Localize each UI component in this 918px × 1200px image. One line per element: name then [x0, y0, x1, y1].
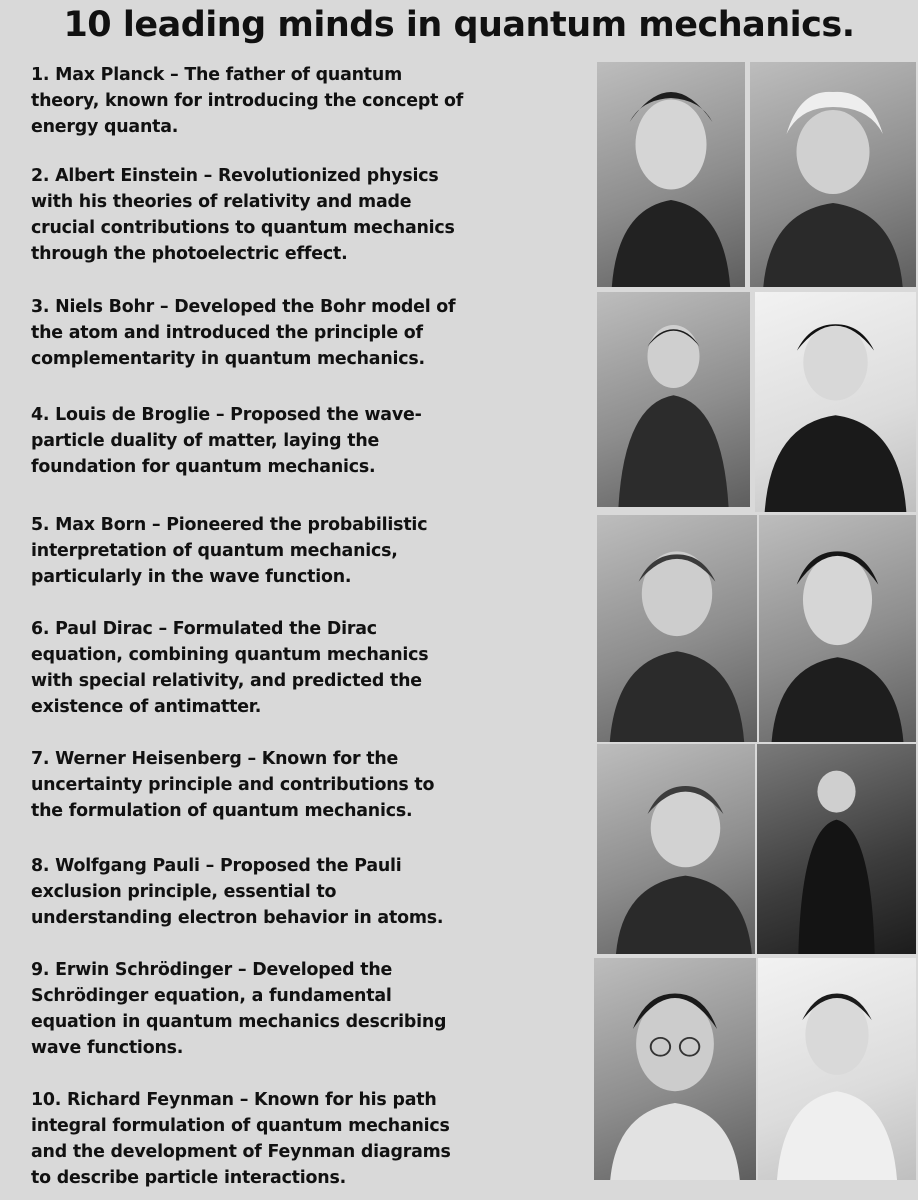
de-broglie-photo: [755, 292, 916, 512]
feynman-photo: [758, 958, 916, 1180]
entry-bohr: 3. Niels Bohr – Developed the Bohr model of the atom and introduced the principle of complementarity in quantum mechanics.: [31, 297, 456, 369]
bohr-photo: [597, 292, 750, 507]
schrodinger-photo: [594, 958, 756, 1180]
entry-einstein: 2. Albert Einstein – Revolutionized physics with his theories of relativity and made crucial contributions to quantum mechanics through the photoelectric effect.: [31, 166, 455, 264]
entry-pauli: 8. Wolfgang Pauli – Proposed the Pauli exclusion principle, essential to understanding electron behavior in atoms.: [31, 856, 444, 928]
entry-de-broglie: 4. Louis de Broglie – Proposed the wave-particle duality of matter, laying the foundation for quantum mechanics.: [31, 405, 422, 477]
entry-schrodinger: 9. Erwin Schrödinger – Developed the Schrödinger equation, a fundamental equation in quantum mechanics describing wave functions.: [31, 960, 447, 1058]
heisenberg-photo: [597, 744, 755, 954]
pauli-photo: [757, 744, 916, 954]
entry-heisenberg: 7. Werner Heisenberg – Known for the uncertainty principle and contributions to the formulation of quantum mechanics.: [31, 749, 435, 821]
einstein-photo: [750, 62, 916, 287]
entry-born: 5. Max Born – Pioneered the probabilistic interpretation of quantum mechanics, particularly in the wave function.: [31, 515, 428, 587]
page-title: 10 leading minds in quantum mechanics.: [63, 5, 855, 45]
entry-planck: 1. Max Planck – The father of quantum theory, known for introducing the concept of energy quanta.: [31, 65, 464, 137]
born-photo: [597, 515, 757, 742]
dirac-photo: [759, 515, 916, 742]
planck-photo: [597, 62, 745, 287]
entry-feynman: 10. Richard Feynman – Known for his path integral formulation of quantum mechanics and the development of Feynman diagrams to describe particle interactions.: [31, 1090, 451, 1188]
entry-dirac: 6. Paul Dirac – Formulated the Dirac equation, combining quantum mechanics with special relativity, and predicted the existence of antimatter.: [31, 619, 429, 717]
